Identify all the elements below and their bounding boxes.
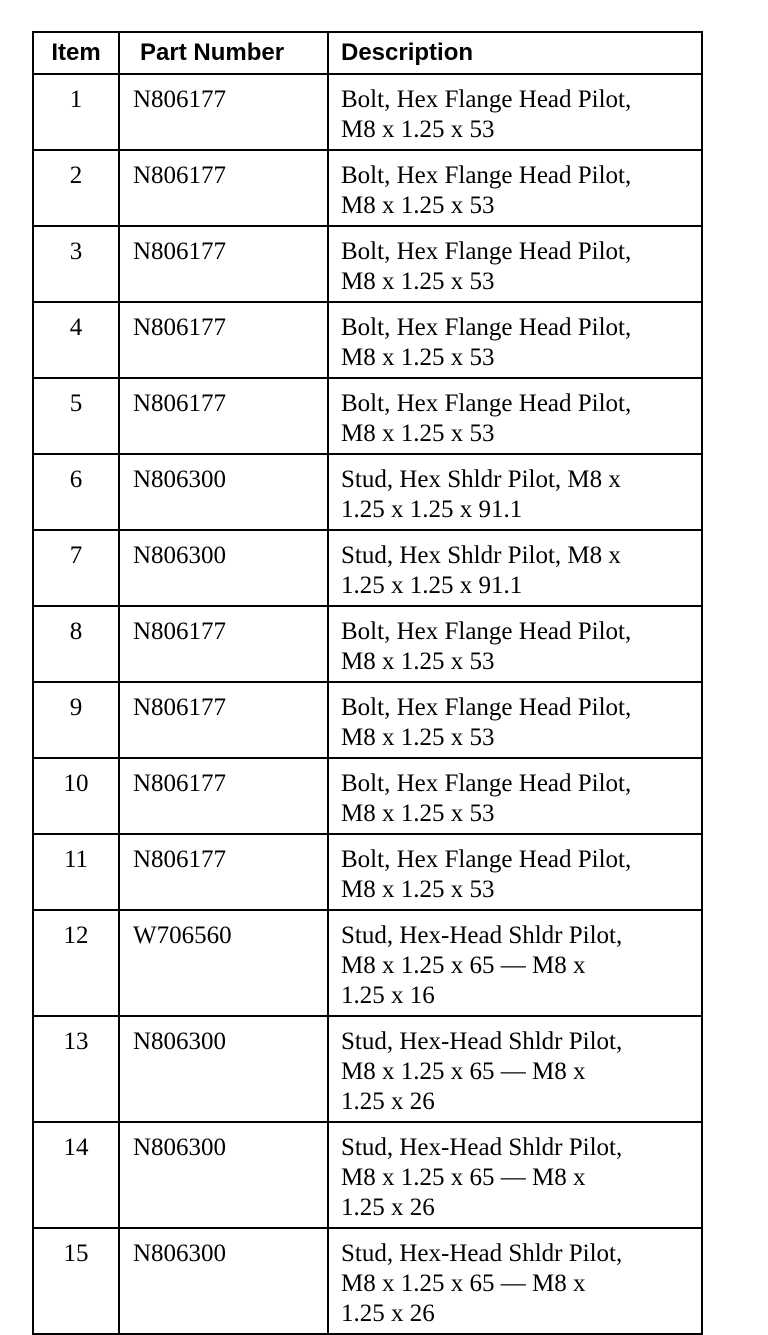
part-number: N806177 [119, 758, 328, 834]
part-number: N806177 [119, 226, 328, 302]
description-line: Stud, Hex-Head Shldr Pilot, [341, 1240, 623, 1267]
description-line: Stud, Hex-Head Shldr Pilot, [341, 1028, 623, 1055]
item-number: 7 [33, 530, 119, 606]
item-number: 12 [33, 910, 119, 1016]
description-line: 1.25 x 26 [341, 1194, 435, 1221]
item-number: 15 [33, 1228, 119, 1334]
table-row [33, 1228, 702, 1334]
description-line: 1.25 x 1.25 x 91.1 [341, 572, 523, 599]
description-line: M8 x 1.25 x 53 [341, 192, 495, 219]
description [328, 606, 702, 682]
part-number: N806177 [119, 606, 328, 682]
description-line: Stud, Hex Shldr Pilot, M8 x [341, 542, 621, 569]
description-line: M8 x 1.25 x 53 [341, 800, 495, 827]
table-row [33, 454, 702, 530]
description-line: Bolt, Hex Flange Head Pilot, [341, 770, 632, 797]
description-line: Bolt, Hex Flange Head Pilot, [341, 86, 632, 113]
description-line: Stud, Hex Shldr Pilot, M8 x [341, 466, 621, 493]
item-number: 4 [33, 302, 119, 378]
description-line: M8 x 1.25 x 65 — M8 x [341, 1058, 586, 1085]
description-line: 1.25 x 16 [341, 982, 435, 1009]
part-number: N806300 [119, 454, 328, 530]
item-number: 6 [33, 454, 119, 530]
part-number: N806300 [119, 1122, 328, 1228]
description-line: Bolt, Hex Flange Head Pilot, [341, 390, 632, 417]
table-row [33, 682, 702, 758]
header-description: Description [328, 32, 702, 74]
item-number: 5 [33, 378, 119, 454]
description-line: M8 x 1.25 x 65 — M8 x [341, 1270, 586, 1297]
description [328, 302, 702, 378]
description-line: M8 x 1.25 x 53 [341, 116, 495, 143]
table-row [33, 1016, 702, 1122]
table-row [33, 150, 702, 226]
description [328, 378, 702, 454]
description [328, 226, 702, 302]
description-line: Bolt, Hex Flange Head Pilot, [341, 238, 632, 265]
description [328, 758, 702, 834]
table-row [33, 302, 702, 378]
part-number: N806300 [119, 530, 328, 606]
description-line: M8 x 1.25 x 65 — M8 x [341, 1164, 586, 1191]
item-number: 1 [33, 74, 119, 150]
table-row [33, 606, 702, 682]
description-line: Bolt, Hex Flange Head Pilot, [341, 618, 632, 645]
description [328, 1122, 702, 1228]
part-number: N806177 [119, 682, 328, 758]
item-number: 3 [33, 226, 119, 302]
description-line: 1.25 x 1.25 x 91.1 [341, 496, 523, 523]
part-number: N806300 [119, 1228, 328, 1334]
description-line: M8 x 1.25 x 53 [341, 648, 495, 675]
description-line: 1.25 x 26 [341, 1088, 435, 1115]
description-line: M8 x 1.25 x 53 [341, 420, 495, 447]
description-line: Stud, Hex-Head Shldr Pilot, [341, 922, 623, 949]
part-number: N806177 [119, 74, 328, 150]
item-number: 8 [33, 606, 119, 682]
description [328, 1016, 702, 1122]
description-line: M8 x 1.25 x 53 [341, 344, 495, 371]
table-row [33, 74, 702, 150]
description-line: M8 x 1.25 x 53 [341, 724, 495, 751]
header-row [33, 32, 702, 74]
description-line: Bolt, Hex Flange Head Pilot, [341, 314, 632, 341]
description [328, 74, 702, 150]
table-row [33, 530, 702, 606]
item-number: 9 [33, 682, 119, 758]
table-row [33, 378, 702, 454]
table-row [33, 1122, 702, 1228]
description [328, 530, 702, 606]
description-line: Bolt, Hex Flange Head Pilot, [341, 846, 632, 873]
description [328, 150, 702, 226]
table-header [33, 32, 702, 74]
description-line: 1.25 x 26 [341, 1300, 435, 1327]
description-line: M8 x 1.25 x 65 — M8 x [341, 952, 586, 979]
header-item: Item [33, 32, 119, 74]
part-number: N806300 [119, 1016, 328, 1122]
header-part-number: Part Number [119, 32, 328, 74]
description [328, 682, 702, 758]
item-number: 2 [33, 150, 119, 226]
part-number: N806177 [119, 150, 328, 226]
item-number: 13 [33, 1016, 119, 1122]
description [328, 834, 702, 910]
table-row [33, 910, 702, 1016]
description-line: Bolt, Hex Flange Head Pilot, [341, 694, 632, 721]
table-row [33, 226, 702, 302]
part-number: N806177 [119, 834, 328, 910]
description [328, 454, 702, 530]
description [328, 1228, 702, 1334]
description-line: Stud, Hex-Head Shldr Pilot, [341, 1134, 623, 1161]
description [328, 910, 702, 1016]
description-line: Bolt, Hex Flange Head Pilot, [341, 162, 632, 189]
item-number: 10 [33, 758, 119, 834]
table-row [33, 758, 702, 834]
part-number: W706560 [119, 910, 328, 1016]
description-line: M8 x 1.25 x 53 [341, 876, 495, 903]
parts-table [32, 31, 703, 1335]
table-body [33, 74, 702, 1334]
item-number: 11 [33, 834, 119, 910]
part-number: N806177 [119, 302, 328, 378]
item-number: 14 [33, 1122, 119, 1228]
table-row [33, 834, 702, 910]
description-line: M8 x 1.25 x 53 [341, 268, 495, 295]
part-number: N806177 [119, 378, 328, 454]
